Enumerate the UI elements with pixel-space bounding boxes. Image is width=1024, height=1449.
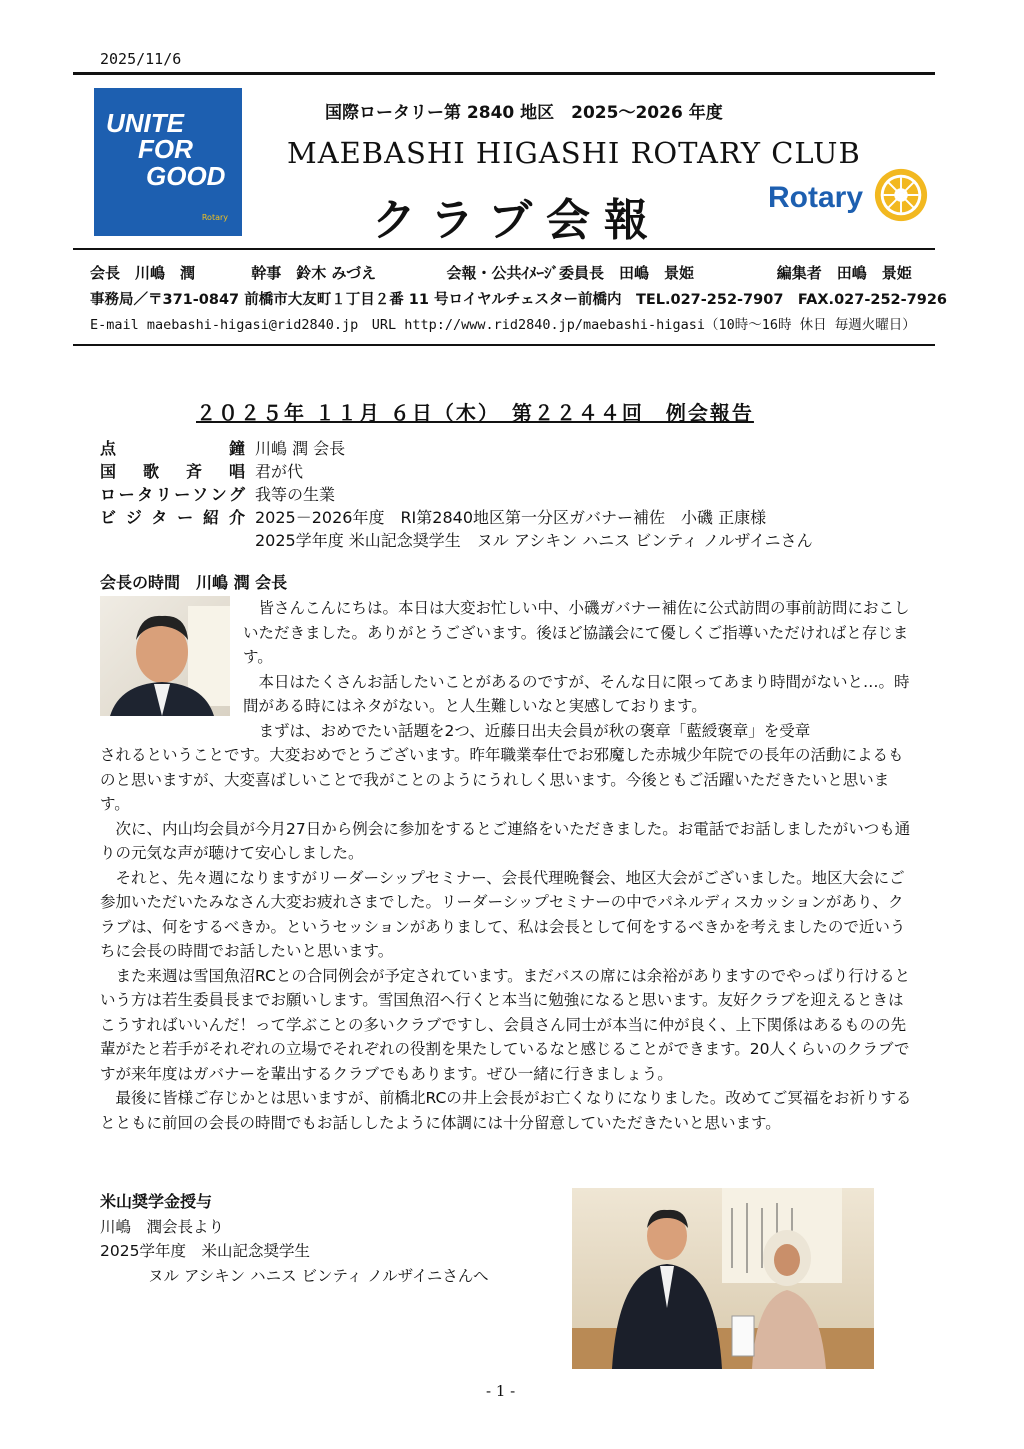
president-time-title: 会長の時間 川嶋 潤 会長: [100, 573, 288, 592]
paragraph: まずは、おめでたい話題を2つ、近藤日出夫会員が秋の褒章「藍綬褒章」を受章: [258, 721, 811, 740]
program-value: 2025学年度 米山記念奨学生 ヌル アシキン ハニス ビンティ ノルザイニさん: [255, 531, 813, 550]
program-value: 川嶋 潤 会長: [255, 439, 346, 458]
award-line: 川嶋 潤会長より: [100, 1217, 225, 1236]
logo-line-1: UNITE: [106, 108, 184, 138]
program-value: 2025－2026年度 RI第2840地区第一分区ガバナー補佐 小磯 正康様: [255, 508, 767, 527]
program-row: [100, 459, 920, 481]
page-number: - 1 -: [486, 1382, 516, 1400]
program-row: [100, 436, 920, 458]
header-rule: [73, 248, 935, 250]
paragraph: また来週は雪国魚沼RCとの合同例会が予定されています。まだバスの席には余裕がありますのでやっぱり行けるという方は若生委員長までお願いします。雪国魚沼へ行くと本当に勉強になると思います。友好クラブを迎えるときはこうすればいいんだ！って学ぶことの多いクラブですし、会員さん同士が本当に仲が良く、上下関係はあるものの先輩がたと若手がそれぞれの立場でそれぞれの役割を果たしているなと感じることができます。20人くらいのクラブですが来年度はガバナーを輩出するクラブでもあります。ぜひ一緒に行きましょう。: [100, 966, 911, 1083]
president-photo: [100, 596, 230, 716]
award-ceremony-image: [572, 1188, 874, 1369]
president-main-text: [100, 743, 915, 1135]
bulletin-title: クラブ会報: [372, 195, 662, 246]
rotary-wordmark: Rotary: [768, 181, 864, 214]
top-rule: [73, 72, 935, 75]
editor: 編集者 田嶋 景姫: [776, 264, 912, 282]
paragraph: それと、先々週になりますがリーダーシップセミナー、会長代理晩餐会、地区大会がございました。地区大会にご参加いただいたみなさん大変お疲れさまでした。リーダーシップセミナーの中でパネルディスカッションがあり、クラブは、何をするべきか。というセッションがありまして、私は会長として何をするべきかを考えましたので近いうちに会長の時間でお話したいと思います。: [100, 868, 906, 960]
program-row: [100, 528, 920, 550]
program-label: ビジター紹介: [100, 508, 245, 527]
program-label: 国歌斉唱: [100, 462, 245, 481]
logo-small-text: Rotary: [201, 213, 228, 222]
program-row: [100, 482, 920, 504]
president-wrapped-text: [243, 596, 913, 743]
program-value: 我等の生業: [255, 485, 336, 504]
award-line: 2025学年度 米山記念奨学生: [100, 1242, 310, 1260]
pr-chair: 会報・公共ｲﾒｰｼﾞ委員長 田嶋 景姫: [446, 264, 694, 282]
secretary: 幹事 鈴木 みづえ: [251, 264, 377, 282]
award-photo: [572, 1188, 874, 1369]
program-label: 点鐘: [100, 439, 245, 458]
contact-info: E-mail maebashi-higasi@rid2840.jp URL http://www.rid2840.jp/maebashi-higasi（10時～16時 休日 毎週火曜日）: [90, 317, 916, 333]
award-title: 米山奨学金授与: [100, 1192, 213, 1211]
program-row: [100, 505, 920, 527]
issue-date: 2025/11/6: [100, 50, 182, 68]
report-title: ２０２５年 １１月 ６日（木） 第２２４４回 例会報告: [196, 401, 754, 425]
unite-for-good-logo: [94, 88, 242, 236]
officers-line: [90, 262, 912, 283]
award-line: ヌル アシキン ハニス ビンティ ノルザイニさんへ: [148, 1266, 489, 1285]
rotary-wheel-icon: [872, 166, 930, 224]
district-line: 国際ロータリー第 2840 地区 2025～2026 年度: [325, 103, 723, 123]
header-bottom-rule: [73, 344, 935, 346]
club-name: MAEBASHI HIGASHI ROTARY CLUB: [287, 136, 861, 170]
office-address: 事務局／〒371-0847 前橋市大友町１丁目２番 11 号ロイヤルチェスター前橋内 TEL.027-252-7907 FAX.027-252-7926: [90, 292, 947, 308]
paragraph: 皆さんこんにちは。本日は大変お忙しい中、小磯ガバナー補佐に公式訪問の事前訪問におこしいただきました。ありがとうございます。後ほど協議会にて優しくご指導いただければと存じます。: [243, 599, 910, 666]
paragraph: されるということです。大変おめでとうございます。昨年職業奉仕でお邪魔した赤城少年院での長年の活動によるものと思いますが、大変喜ばしいことで我がことのようにうれしく思います。今後ともご活躍いただきたいと思います。: [100, 746, 904, 813]
program-label: ロータリーソング: [100, 485, 245, 504]
logo-line-2: FOR: [138, 134, 193, 164]
president: 会長 川嶋 潤: [90, 264, 196, 282]
person-portrait-icon: [100, 596, 230, 716]
paragraph: 次に、内山均会員が今月27日から例会に参加をするとご連絡をいただきました。お電話でお話しましたがいつも通りの元気な声が聴けて安心しました。: [100, 819, 911, 862]
paragraph: 最後に皆様ご存じかとは思いますが、前橋北RCの井上会長がお亡くなりになりました。改めてご冥福をお祈りするとともに前回の会長の時間でもお話ししたように体調には十分留意していただきたいと思います。: [100, 1089, 912, 1132]
logo-line-3: GOOD: [146, 161, 226, 191]
program-value: 君が代: [255, 462, 304, 481]
award-section: [100, 1190, 489, 1288]
paragraph: 本日はたくさんお話したいことがあるのですが、そんな日に限ってあまり時間がないと…。時間がある時にはネタがない。と人生難しいなと実感しております。: [243, 672, 910, 715]
